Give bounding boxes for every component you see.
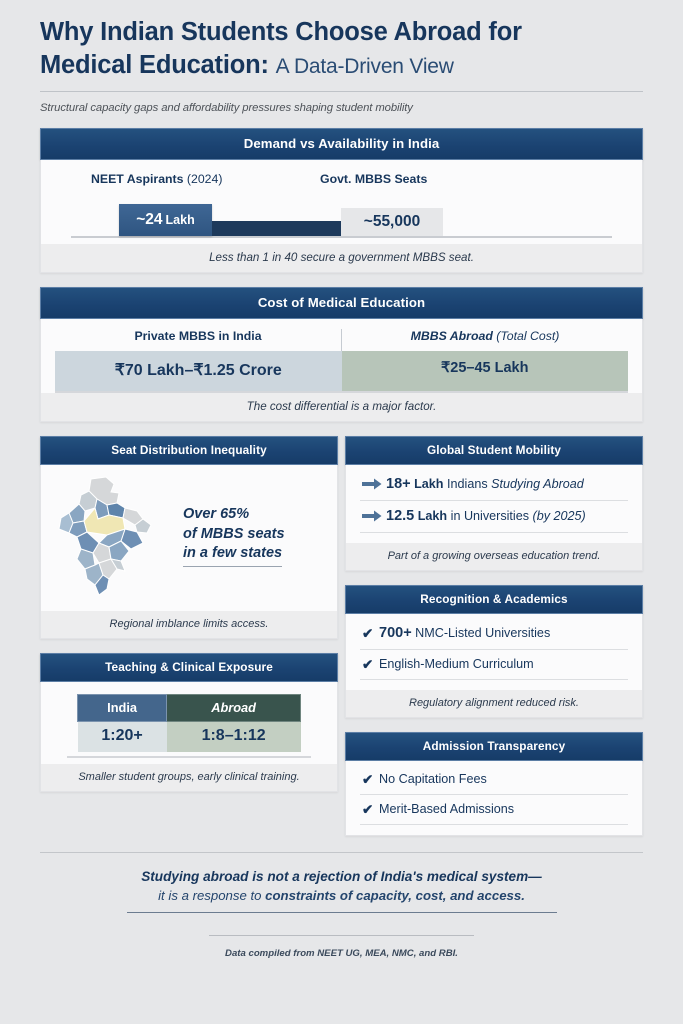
tagline: Structural capacity gaps and affordability pressures shaping student mobility xyxy=(40,102,413,115)
list-item xyxy=(360,501,628,533)
cost-value-india: ₹70 Lakh–₹1.25 Crore xyxy=(55,351,342,391)
column-header-india: India xyxy=(78,695,167,722)
list-item xyxy=(360,650,628,680)
recognition-note: Regulatory alignment reduced risk. xyxy=(346,690,642,717)
cost-value-abroad: ₹25–45 Lakh xyxy=(342,351,629,391)
footer-underline xyxy=(127,912,557,913)
list-item-label: 12.5 Lakh in Universities (by 2025) xyxy=(386,508,586,525)
title-subtitle: A Data-Driven View xyxy=(275,54,454,78)
data-source: Data compiled from NEET UG, MEA, NMC, and RBI. xyxy=(225,948,458,960)
section-header-cost: Cost of Medical Education xyxy=(40,287,643,319)
seats-content xyxy=(41,465,337,601)
list-item xyxy=(360,765,628,795)
source-divider xyxy=(209,935,474,936)
seats-stat xyxy=(183,505,285,567)
seats-stat-line-2: of MBBS seats xyxy=(183,525,285,542)
check-icon: ✔ xyxy=(362,625,374,641)
right-column xyxy=(345,436,643,836)
section-global-mobility xyxy=(345,436,643,571)
teaching-table-wrap xyxy=(41,682,337,756)
cost-label-india: Private MBBS in India xyxy=(55,329,342,351)
section-body-cost xyxy=(40,319,643,422)
recognition-rows xyxy=(346,614,642,682)
demand-chart xyxy=(41,160,642,244)
check-icon: ✔ xyxy=(362,771,374,787)
admission-rows xyxy=(346,761,642,835)
govt-seats-label: Govt. MBBS Seats xyxy=(320,172,428,187)
section-header-recognition: Recognition & Academics xyxy=(345,585,643,614)
section-header-teaching: Teaching & Clinical Exposure xyxy=(40,653,338,682)
ratio-abroad: 1:8–1:12 xyxy=(167,722,301,753)
table-header-row xyxy=(78,695,301,722)
section-header-admission: Admission Transparency xyxy=(345,732,643,761)
section-body-recognition xyxy=(345,614,643,718)
baseline-rule xyxy=(71,236,612,238)
section-body-mobility xyxy=(345,465,643,571)
cost-values xyxy=(41,351,642,391)
ratio-india: 1:20+ xyxy=(78,722,167,753)
page-title xyxy=(40,16,643,81)
section-recognition xyxy=(345,585,643,718)
left-column xyxy=(40,436,338,792)
cost-note: The cost differential is a major factor. xyxy=(41,393,642,421)
list-item xyxy=(360,795,628,825)
neet-aspirants-label: NEET Aspirants (2024) xyxy=(91,172,223,187)
section-teaching xyxy=(40,653,338,792)
bar-govt-seats: ~55,000 xyxy=(341,208,443,236)
footer-line-2: it is a response to constraints of capacity, cost, and access. xyxy=(158,888,525,904)
footer-line-1: Studying abroad is not a rejection of India's medical system— xyxy=(141,869,542,885)
list-item-label: Merit-Based Admissions xyxy=(379,802,515,817)
title-block xyxy=(40,0,643,114)
section-body-demand xyxy=(40,160,643,273)
teaching-underline xyxy=(67,756,311,758)
list-item-label: 700+ NMC-Listed Universities xyxy=(379,625,551,642)
list-item-label: English-Medium Curriculum xyxy=(379,657,534,672)
section-header-mobility: Global Student Mobility xyxy=(345,436,643,465)
seats-note: Regional imblance limits access. xyxy=(41,611,337,638)
check-icon: ✔ xyxy=(362,656,374,672)
section-header-seats: Seat Distribution Inequality xyxy=(40,436,338,465)
section-body-admission xyxy=(345,761,643,836)
demand-chart-labels xyxy=(71,172,612,190)
section-seat-distribution xyxy=(40,436,338,639)
mobility-note: Part of a growing overseas education trend. xyxy=(346,543,642,570)
india-map-icon xyxy=(51,475,179,597)
title-line-1: Why Indian Students Choose Abroad for xyxy=(40,18,522,46)
bar-neet-aspirants: ~24 Lakh xyxy=(119,204,212,236)
demand-note: Less than 1 in 40 secure a government MBBS seat. xyxy=(41,244,642,272)
title-line-2: Medical Education: xyxy=(40,50,269,79)
table-row xyxy=(78,722,301,753)
title-divider xyxy=(40,91,643,92)
list-item-label: 18+ Lakh Indians Studying Abroad xyxy=(386,476,584,493)
bar-connector xyxy=(212,221,341,236)
section-header-demand: Demand vs Availability in India xyxy=(40,128,643,160)
arrow-right-icon xyxy=(362,478,386,490)
footer xyxy=(40,853,643,959)
section-demand-vs-availability xyxy=(40,128,643,273)
teaching-table xyxy=(77,694,301,752)
demand-bars xyxy=(71,194,612,238)
two-column-area xyxy=(40,436,643,836)
cost-labels xyxy=(41,319,642,351)
teaching-note: Smaller student groups, early clinical training. xyxy=(41,764,337,791)
mobility-rows xyxy=(346,465,642,535)
cost-label-abroad: MBBS Abroad (Total Cost) xyxy=(410,329,560,344)
seats-stat-line-3: in a few states xyxy=(183,544,282,567)
section-body-seats xyxy=(40,465,338,639)
check-icon: ✔ xyxy=(362,801,374,817)
section-admission xyxy=(345,732,643,836)
section-body-teaching xyxy=(40,682,338,792)
section-cost xyxy=(40,287,643,422)
column-header-abroad: Abroad xyxy=(167,695,301,722)
arrow-right-icon xyxy=(362,510,386,522)
list-item-label: No Capitation Fees xyxy=(379,772,487,787)
list-item xyxy=(360,618,628,650)
seats-stat-line-1: Over 65% xyxy=(183,506,250,523)
list-item xyxy=(360,469,628,501)
